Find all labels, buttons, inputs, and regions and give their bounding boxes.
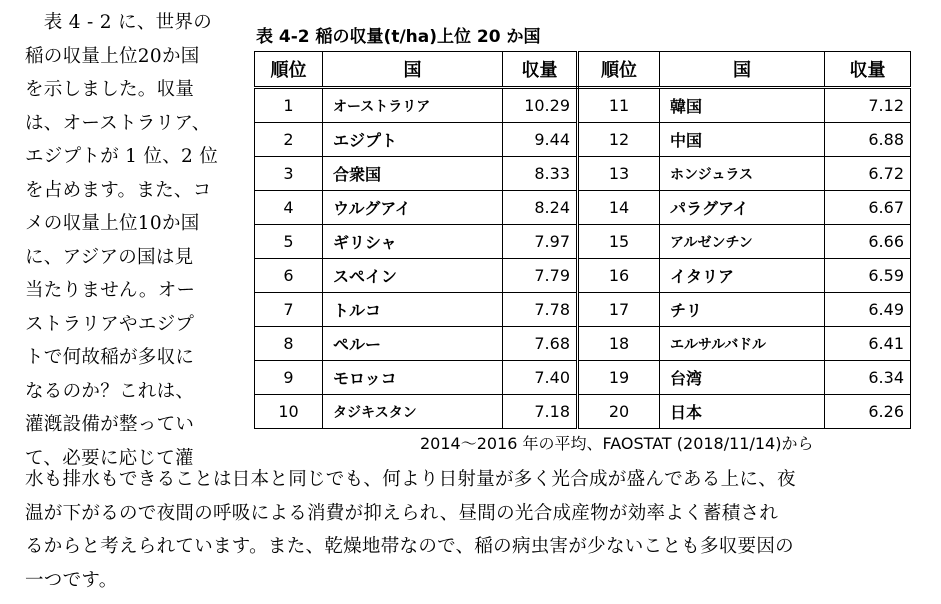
yield-cell: 6.88	[825, 123, 911, 157]
country-cell: 台湾	[660, 361, 825, 395]
country-cell: オーストラリア	[323, 88, 503, 123]
header-rank-right: 順位	[578, 52, 660, 88]
country-cell: モロッコ	[323, 361, 503, 395]
rice-yield-table	[254, 51, 911, 429]
left-text-line: て、必要に応じて灌	[25, 447, 194, 469]
country-cell: ホンジュラス	[660, 157, 825, 191]
yield-cell: 8.33	[503, 157, 578, 191]
yield-cell: 7.97	[503, 225, 578, 259]
table-source-note: 2014〜2016 年の平均、FAOSTAT (2018/11/14)から	[420, 434, 814, 453]
table-row	[255, 191, 911, 225]
left-text-line: を示しました。収量	[25, 79, 195, 100]
table-row	[255, 293, 911, 327]
table-row	[255, 361, 911, 395]
yield-cell: 6.72	[825, 157, 911, 191]
rank-cell: 11	[578, 88, 660, 123]
left-text-line: 稲の収量上位20か国	[25, 45, 200, 67]
country-cell: スペイン	[323, 259, 503, 293]
table-row	[255, 395, 911, 429]
rank-cell: 13	[578, 157, 660, 191]
yield-cell: 9.44	[503, 123, 578, 157]
bottom-text-line: 水も排水もできることは日本と同じでも、何より日射量が多く光合成が盛んである上に、夜	[25, 469, 796, 490]
rank-cell: 15	[578, 225, 660, 259]
table-caption: 表 4-2 稲の収量(t/ha)上位 20 か国	[256, 27, 541, 47]
rank-cell: 7	[255, 293, 323, 327]
left-text-line: に、アジアの国は見	[25, 246, 194, 268]
table-body	[255, 88, 911, 429]
country-cell: トルコ	[323, 293, 503, 327]
yield-cell: 7.12	[825, 88, 911, 123]
rank-cell: 18	[578, 327, 660, 361]
country-cell: 日本	[660, 395, 825, 429]
rank-cell: 19	[578, 361, 660, 395]
left-text-line: なるのか？これは、	[25, 380, 195, 402]
rank-cell: 17	[578, 293, 660, 327]
rank-cell: 9	[255, 361, 323, 395]
yield-cell: 7.18	[503, 395, 578, 429]
country-cell: 韓国	[660, 88, 825, 123]
bottom-text-line: 温が下がるので夜間の呼吸による消費が抑えられ、昼間の光合成産物が効率よく蓄積され	[25, 502, 779, 524]
body-text-bottom	[25, 463, 925, 597]
yield-cell: 7.68	[503, 327, 578, 361]
header-rank-left: 順位	[255, 52, 323, 88]
yield-cell: 6.59	[825, 259, 911, 293]
bottom-text-line: 一つです。	[25, 569, 118, 591]
yield-cell: 6.67	[825, 191, 911, 225]
rank-cell: 3	[255, 157, 323, 191]
left-text-line: を占めます。また、コ	[25, 179, 212, 201]
left-text-line: は、オーストラリア、	[25, 112, 211, 134]
yield-cell: 8.24	[503, 191, 578, 225]
yield-cell: 10.29	[503, 88, 578, 123]
country-cell: タジキスタン	[323, 395, 503, 429]
country-cell: ペルー	[323, 327, 503, 361]
header-yield-left: 収量	[503, 52, 578, 88]
bottom-text-line: るからと考えられています。また、乾燥地帯なので、稲の病虫害が少ないことも多収要因の	[25, 536, 794, 557]
rank-cell: 14	[578, 191, 660, 225]
yield-cell: 7.40	[503, 361, 578, 395]
rank-cell: 16	[578, 259, 660, 293]
left-text-line: メの収量上位10か国	[25, 213, 200, 234]
rank-cell: 20	[578, 395, 660, 429]
table-row	[255, 157, 911, 191]
yield-cell: 6.41	[825, 327, 911, 361]
rank-cell: 6	[255, 259, 323, 293]
body-text-left	[25, 6, 235, 475]
country-cell: ギリシャ	[323, 225, 503, 259]
table-row	[255, 225, 911, 259]
yield-cell: 6.66	[825, 225, 911, 259]
left-text-line: ストラリアやエジプ	[25, 313, 195, 335]
table-row	[255, 123, 911, 157]
country-cell: ウルグアイ	[323, 191, 503, 225]
rank-cell: 1	[255, 88, 323, 123]
country-cell: 中国	[660, 123, 825, 157]
country-cell: 合衆国	[323, 157, 503, 191]
yield-cell: 7.79	[503, 259, 578, 293]
rank-cell: 10	[255, 395, 323, 429]
left-text-line: 灌漑設備が整ってい	[25, 414, 195, 435]
country-cell: エジプト	[323, 123, 503, 157]
country-cell: イタリア	[660, 259, 825, 293]
rank-cell: 5	[255, 225, 323, 259]
table-header-row	[255, 52, 911, 88]
country-cell: アルゼンチン	[660, 225, 825, 259]
country-cell: チリ	[660, 293, 825, 327]
yield-cell: 6.34	[825, 361, 911, 395]
header-country-left: 国	[323, 52, 503, 88]
left-text-line: トで何故稲が多収に	[25, 347, 195, 368]
country-cell: パラグアイ	[660, 191, 825, 225]
table-row	[255, 88, 911, 123]
header-country-right: 国	[660, 52, 825, 88]
table-row	[255, 259, 911, 293]
left-text-line: 表 4 - 2 に、世界の	[25, 12, 213, 33]
yield-cell: 6.49	[825, 293, 911, 327]
rank-cell: 4	[255, 191, 323, 225]
rank-cell: 8	[255, 327, 323, 361]
header-yield-right: 収量	[825, 52, 911, 88]
left-text-line: エジプトが 1 位、2 位	[25, 146, 219, 167]
rank-cell: 12	[578, 123, 660, 157]
left-text-line: 当たりません。オー	[25, 280, 196, 301]
table-row	[255, 327, 911, 361]
yield-cell: 6.26	[825, 395, 911, 429]
country-cell: エルサルバドル	[660, 327, 825, 361]
rank-cell: 2	[255, 123, 323, 157]
yield-cell: 7.78	[503, 293, 578, 327]
